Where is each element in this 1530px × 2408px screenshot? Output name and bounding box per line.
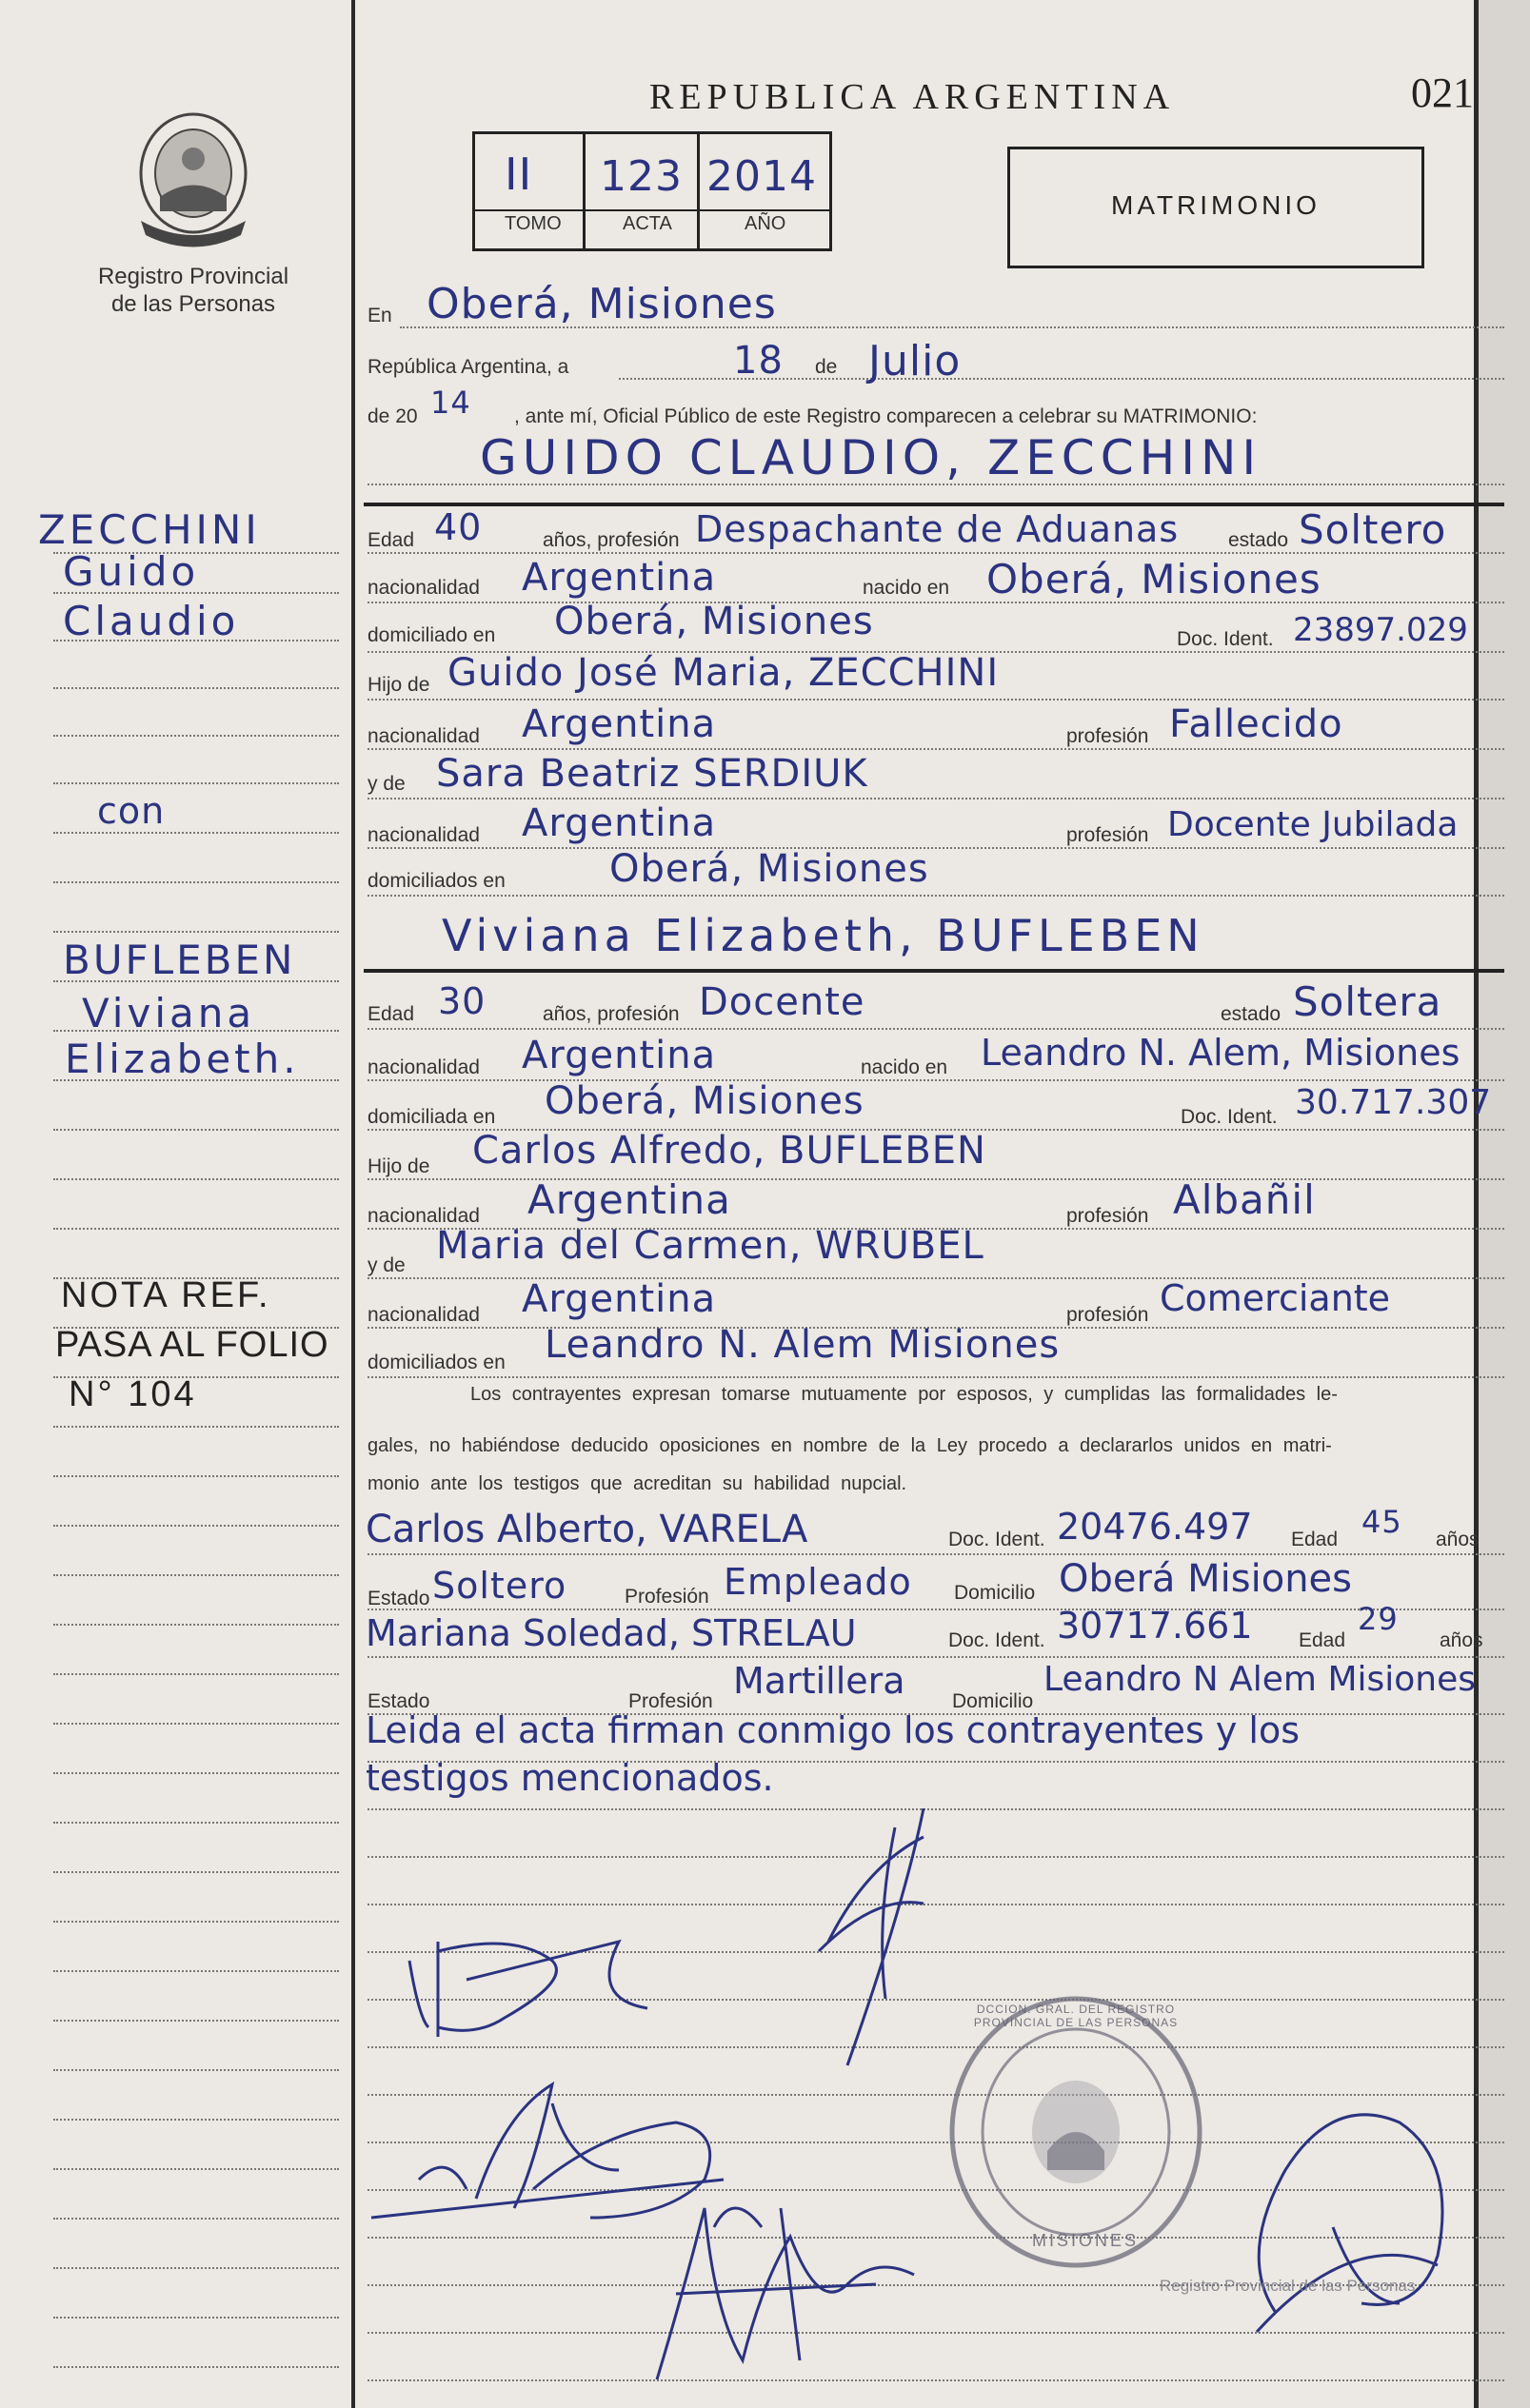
dotline: [53, 782, 339, 784]
republica-label: República Argentina, a: [368, 356, 569, 378]
page-number: 021: [1411, 69, 1474, 116]
groom-dom-label: domiciliado en: [368, 624, 496, 646]
marriage-month: Julio: [868, 337, 962, 385]
witness-2-dom-label: Domicilio: [952, 1690, 1034, 1712]
dotline: [368, 895, 1504, 897]
groom-father-prof-label: profesión: [1066, 725, 1149, 747]
groom-mother-profession: Docente Jubilada: [1167, 805, 1459, 844]
witness-2-anos-label: años: [1440, 1629, 1483, 1651]
witness-1-edad-label: Edad: [1291, 1529, 1339, 1550]
anio-label: AÑO: [745, 213, 786, 234]
bride-nationality: Argentina: [522, 1034, 717, 1077]
groom-father-name: Guido José Maria, ZECCHINI: [447, 651, 1000, 695]
margin-groom-surname: ZECCHINI: [38, 506, 261, 553]
dotline: [53, 2366, 339, 2368]
dotline: [368, 1656, 1504, 1658]
bride-civil-status: Soltera: [1293, 978, 1442, 1025]
bride-yde-label: y de: [368, 1254, 406, 1276]
declaration-line-1: Los contrayentes expresan tomarse mutuamente por esposos, y cumplidas las formalidades le-: [470, 1384, 1338, 1405]
tomo-label: TOMO: [505, 213, 562, 234]
box-divider-1: [583, 131, 586, 249]
witness-1-domicile: Oberá Misiones: [1059, 1557, 1353, 1601]
dotline: [53, 931, 339, 933]
intro-statement: , ante mí, Oficial Público de este Registro comparecen a celebrar su MATRIMONIO:: [514, 405, 1258, 427]
declaration-line-3: monio ante los testigos que acreditan su habilidad nupcial.: [368, 1473, 907, 1494]
signature-official-icon: [1219, 2084, 1466, 2341]
registry-name: Registro Provincial de las Personas: [97, 264, 289, 317]
groom-nac-label: nacionalidad: [368, 577, 480, 599]
bride-anos-label: años, profesión: [543, 1003, 680, 1025]
witness-1-profession: Empleado: [724, 1561, 912, 1603]
dotline: [368, 847, 1504, 849]
dotline: [368, 484, 1504, 485]
solid: [364, 969, 1504, 973]
dotline: [53, 687, 339, 689]
dotline: [53, 1129, 339, 1131]
stamp-ring-text: DCCION. GRAL. DEL REGISTRO PROVINCIAL DE LAS PERSONAS: [973, 2003, 1179, 2029]
bride-profession: Docente: [699, 980, 865, 1024]
dotline: [53, 1970, 339, 1972]
dotline: [368, 1376, 1504, 1378]
tomo-value: II: [505, 148, 533, 200]
year-suffix: 14: [430, 385, 471, 421]
year-prefix: de 20: [368, 405, 418, 427]
signature-witness-2-icon: [628, 2170, 943, 2398]
dotline: [53, 2168, 339, 2170]
bride-doc-label: Doc. Ident.: [1181, 1106, 1278, 1128]
witness-1-anos-label: años: [1436, 1529, 1480, 1550]
dotline: [53, 1574, 339, 1576]
groom-nacido-label: nacido en: [863, 577, 950, 599]
marriage-day: 18: [733, 339, 784, 383]
declaration-line-2: gales, no habiéndose deducido oposiciones en nombre de la Ley procedo a declararlos unidos en matri-: [368, 1435, 1332, 1456]
bride-nacido-label: nacido en: [861, 1056, 948, 1078]
groom-father-nationality: Argentina: [522, 702, 717, 746]
dotline: [53, 1228, 339, 1230]
dotline: [53, 1426, 339, 1428]
dotline: [53, 2267, 339, 2269]
bride-parents-dom-label: domiciliados en: [368, 1352, 506, 1373]
dotline: [368, 699, 1504, 701]
bride-parents-domicile: Leandro N. Alem Misiones: [545, 1323, 1061, 1367]
groom-mother-nationality: Argentina: [522, 801, 717, 845]
bride-mother-nationality: Argentina: [522, 1277, 717, 1321]
acta-value: 123: [600, 152, 683, 201]
bride-estado-label: estado: [1221, 1003, 1282, 1025]
margin-bride-name-2: Elizabeth.: [65, 1036, 300, 1082]
closing-line-2: testigos mencionados.: [366, 1757, 774, 1799]
bride-father-profession: Albañil: [1173, 1176, 1316, 1223]
witness-2-domicile: Leandro N Alem Misiones: [1043, 1660, 1477, 1699]
groom-estado-label: estado: [1228, 529, 1289, 551]
bride-father-name: Carlos Alfredo, BUFLEBEN: [472, 1129, 986, 1173]
dotline: [368, 798, 1504, 799]
margin-bride-surname: BUFLEBEN: [63, 937, 296, 983]
en-label: En: [368, 305, 392, 326]
groom-age: 40: [434, 506, 483, 548]
groom-mother-prof-label: profesión: [1066, 824, 1149, 846]
dotline: [53, 1525, 339, 1527]
anio-value: 2014: [706, 152, 817, 201]
witness-1-name: Carlos Alberto, VARELA: [366, 1508, 808, 1551]
stamp-side-text: Registro Provincial de las Personas: [1160, 2277, 1416, 2295]
margin-divider: [351, 0, 355, 2408]
dotline: [53, 2317, 339, 2319]
provincial-seal-icon: [131, 107, 255, 249]
witness-1-prof-label: Profesión: [625, 1586, 709, 1608]
witness-1-civil-status: Soltero: [432, 1565, 567, 1607]
acta-label: ACTA: [623, 213, 672, 234]
witness-2-estado-label: Estado: [368, 1690, 430, 1712]
margin-con: con: [97, 790, 166, 832]
witness-2-name: Mariana Soledad, STRELAU: [366, 1612, 857, 1654]
dotline: [53, 2020, 339, 2022]
bride-full-name: Viviana Elizabeth, BUFLEBEN: [442, 910, 1204, 961]
witness-1-doc-label: Doc. Ident.: [948, 1529, 1045, 1550]
dotline: [53, 1178, 339, 1180]
bride-birthplace: Leandro N. Alem, Misiones: [981, 1032, 1460, 1074]
groom-yde-label: y de: [368, 773, 406, 795]
groom-father-profession: Fallecido: [1169, 702, 1343, 746]
margin-bride-name-1: Viviana: [82, 990, 256, 1036]
groom-edad-label: Edad: [368, 529, 415, 551]
dotline: [53, 2069, 339, 2071]
de-label: de: [815, 356, 838, 378]
groom-parents-domicile: Oberá, Misiones: [609, 847, 929, 891]
groom-birthplace: Oberá, Misiones: [986, 556, 1321, 602]
dotline: [53, 881, 339, 883]
groom-doc-id: 23897.029: [1293, 611, 1468, 649]
witness-1-doc-id: 20476.497: [1057, 1506, 1253, 1548]
box-label-rule: [472, 209, 830, 211]
groom-anos-label: años, profesión: [543, 529, 680, 551]
bride-father-prof-label: profesión: [1066, 1205, 1149, 1227]
groom-nationality: Argentina: [522, 556, 717, 600]
groom-parents-dom-label: domiciliados en: [368, 870, 506, 892]
dotline: [53, 1822, 339, 1824]
dotline: [53, 1723, 339, 1725]
dotline: [53, 832, 339, 834]
bride-domicile: Oberá, Misiones: [545, 1079, 864, 1123]
margin-note-line-3: N° 104: [69, 1374, 197, 1414]
dotline: [53, 1475, 339, 1477]
bride-father-nationality: Argentina: [527, 1176, 731, 1223]
bride-mother-prof-label: profesión: [1066, 1304, 1149, 1326]
record-type: MATRIMONIO: [1111, 190, 1321, 220]
signature-groom-icon: [400, 1923, 686, 2046]
witness-2-edad-label: Edad: [1299, 1629, 1346, 1651]
groom-full-name: GUIDO CLAUDIO, ZECCHINI: [480, 430, 1262, 485]
witness-2-profession: Martillera: [733, 1660, 905, 1702]
closing-line-1: Leida el acta firman conmigo los contrayentes y los: [366, 1709, 1300, 1751]
dotline: [368, 1553, 1504, 1555]
bride-hijo-label: Hijo de: [368, 1155, 430, 1177]
groom-mother-nac-label: nacionalidad: [368, 824, 480, 846]
dotline: [53, 1673, 339, 1675]
witness-2-age: 29: [1358, 1601, 1399, 1637]
groom-domicile: Oberá, Misiones: [554, 600, 874, 643]
groom-hijo-label: Hijo de: [368, 674, 430, 696]
dotline: [53, 1624, 339, 1626]
dotline: [368, 602, 1504, 603]
box-divider-2: [697, 131, 700, 249]
witness-1-estado-label: Estado: [368, 1588, 430, 1609]
bride-nac-label: nacionalidad: [368, 1056, 480, 1078]
dotline: [53, 735, 339, 737]
witness-2-doc-id: 30717.661: [1057, 1605, 1253, 1647]
groom-mother-name: Sara Beatriz SERDIUK: [436, 752, 868, 796]
dotline: [368, 1079, 1504, 1081]
signature-bride-icon: [790, 1808, 952, 2075]
margin-groom-name-2: Claudio: [63, 598, 240, 644]
dotline: [368, 1028, 1504, 1030]
bride-dom-label: domiciliada en: [368, 1106, 496, 1128]
dotline: [368, 1609, 1504, 1610]
country-title: REPUBLICA ARGENTINA: [649, 77, 1176, 117]
witness-2-doc-label: Doc. Ident.: [948, 1629, 1045, 1651]
bride-doc-id: 30.717.307: [1295, 1083, 1492, 1122]
dotline: [53, 1921, 339, 1923]
groom-profession: Despachante de Aduanas: [695, 508, 1180, 550]
dotline: [53, 1871, 339, 1873]
witness-2-prof-label: Profesión: [628, 1690, 713, 1712]
stamp-bottom-text: MISIONES: [1032, 2231, 1140, 2250]
margin-note-line-2: PASA AL FOLIO: [55, 1325, 329, 1365]
marriage-place: Oberá, Misiones: [427, 280, 777, 328]
dotline: [53, 1772, 339, 1774]
bride-age: 30: [438, 980, 487, 1022]
witness-1-age: 45: [1361, 1504, 1402, 1540]
dotline: [53, 2119, 339, 2121]
dotline: [368, 552, 1504, 554]
witness-1-dom-label: Domicilio: [954, 1582, 1036, 1604]
margin-note-line-1: NOTA REF.: [61, 1275, 271, 1315]
margin-groom-name-1: Guido: [63, 548, 200, 595]
bride-edad-label: Edad: [368, 1003, 415, 1025]
bride-mother-profession: Comerciante: [1160, 1277, 1391, 1319]
dotline: [368, 748, 1504, 750]
dotline: [53, 2218, 339, 2220]
groom-civil-status: Soltero: [1299, 506, 1447, 553]
bride-father-nac-label: nacionalidad: [368, 1205, 480, 1227]
bride-mother-nac-label: nacionalidad: [368, 1304, 480, 1326]
groom-father-nac-label: nacionalidad: [368, 725, 480, 747]
groom-doc-label: Doc. Ident.: [1177, 628, 1274, 650]
bride-mother-name: Maria del Carmen, WRUBEL: [436, 1224, 984, 1268]
